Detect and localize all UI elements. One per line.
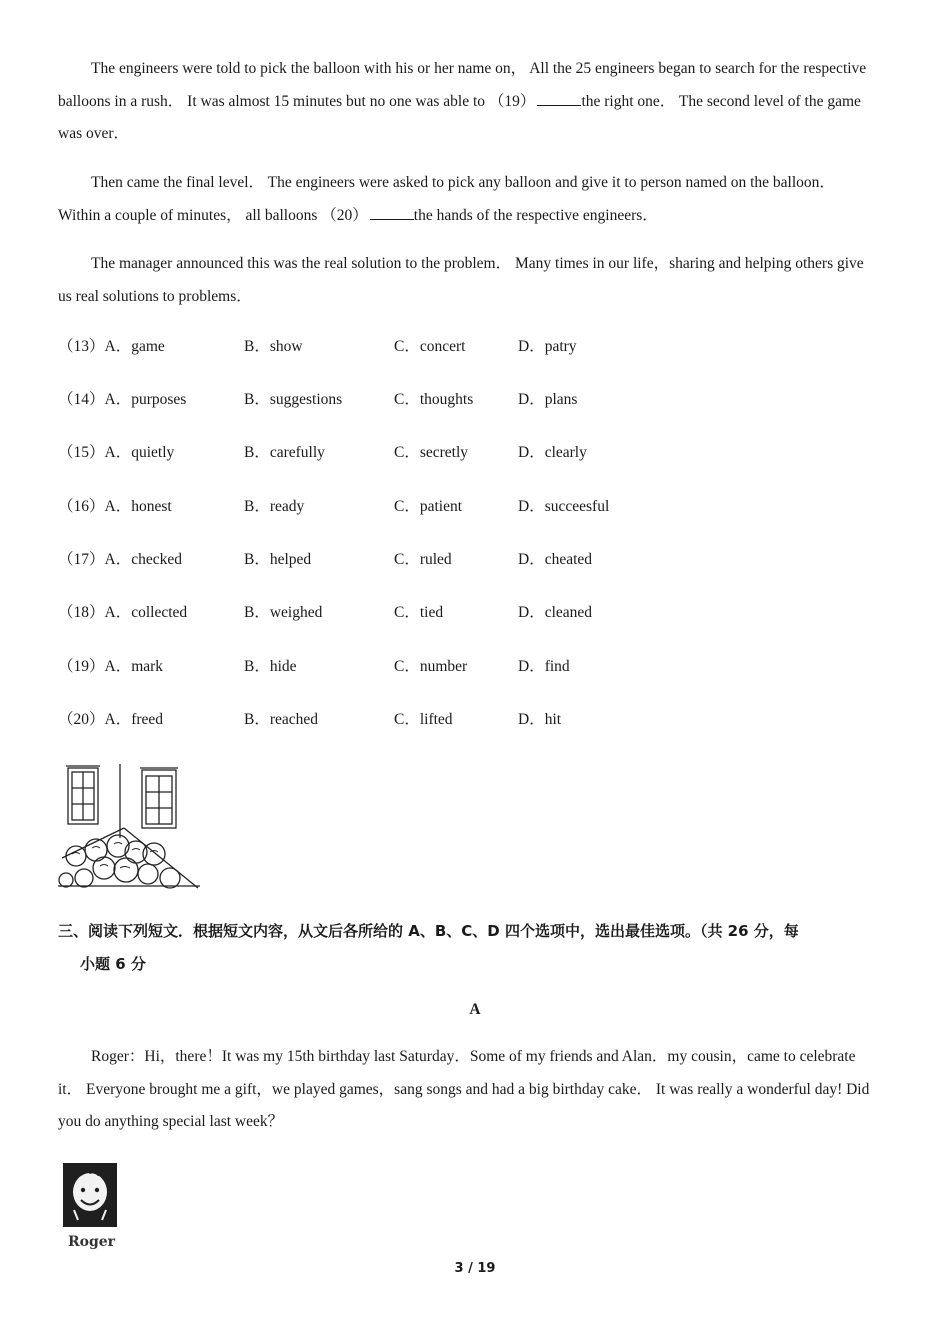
option-d: D．find (518, 658, 570, 675)
option-c: C．thoughts (394, 391, 474, 408)
option-d: D．clearly (518, 444, 587, 461)
roger-paragraph: Roger：Hi，there！It was my 15th birthday last Saturday．Some of my friends and Alan．my cousin，came to celebrate it． Everyone brought me a gift，we played games，sang songs and had a big birthday cake． It was really a wonderful day! Did you do anything special last week？ (58, 1048, 870, 1130)
paragraph-2-text-b: the hands of the respective engineers． (413, 206, 658, 224)
answer-blank-20 (370, 205, 414, 220)
option-a: （17）A．checked (58, 551, 182, 568)
option-a: （14）A．purposes (58, 391, 187, 408)
option-d: D．hit (518, 711, 562, 728)
passage-a-heading: A (469, 1001, 481, 1018)
option-b: B．weighed (244, 604, 323, 621)
paragraph-1-text-a: The engineers were told to pick the balloon with his or her name on， All the 25 engineers began to search for the respective balloons in a rush． It was almost 15 minutes but no one was able to （19） (58, 60, 867, 110)
option-d: D．succeesful (518, 498, 610, 515)
option-b: B．carefully (244, 444, 325, 461)
section-3-line-2: 小题 6 分 (80, 955, 146, 973)
paragraph-1-text-b: the right one． The second level of the game was over． (58, 92, 861, 142)
option-c: C．number (394, 658, 468, 675)
option-row-17 (58, 548, 758, 572)
option-row-14 (58, 388, 758, 412)
passage-paragraph-1 (58, 53, 880, 151)
option-d: D．cheated (518, 551, 593, 568)
option-b: B．hide (244, 658, 297, 675)
option-c: C．patient (394, 498, 463, 515)
option-row-19 (58, 655, 758, 679)
option-a: （16）A．honest (58, 498, 172, 515)
option-b: B．show (244, 338, 303, 355)
option-c: C．concert (394, 338, 466, 355)
option-a: （19）A．mark (58, 658, 164, 675)
option-row-18 (58, 601, 758, 625)
option-c: C．lifted (394, 711, 453, 728)
option-b: B．ready (244, 498, 305, 515)
option-row-20 (58, 708, 758, 732)
option-a: （15）A．quietly (58, 444, 175, 461)
option-c: C．ruled (394, 551, 452, 568)
passage-paragraph-2 (58, 167, 880, 232)
option-d: D．plans (518, 391, 578, 408)
option-a: （13）A．game (58, 338, 165, 355)
page-number: 3 / 19 (454, 1261, 496, 1276)
option-d: D．patry (518, 338, 577, 355)
option-b: B．helped (244, 551, 312, 568)
option-b: B．reached (244, 711, 319, 728)
option-a: （20）A．freed (58, 711, 164, 728)
option-c: C．tied (394, 604, 444, 621)
option-row-13 (58, 335, 758, 359)
passage-paragraph-3: The manager announced this was the real solution to the problem． Many times in our life，sharing and helping others give us real solutions to problems． (58, 255, 864, 305)
roger-caption: Roger (68, 1234, 116, 1250)
balloons-room-illustration (58, 762, 204, 892)
answer-blank-19 (537, 91, 581, 106)
roger-portrait (62, 1162, 118, 1230)
option-row-15 (58, 441, 758, 465)
option-a: （18）A．collected (58, 604, 188, 621)
section-3-instructions (58, 915, 888, 981)
option-row-16 (58, 495, 758, 519)
option-c: C．secretly (394, 444, 469, 461)
paragraph-2-text-a: Then came the final level． The engineers were asked to pick any balloon and give it to person named on the balloon． Within a couple of minutes， all balloons （20） (58, 174, 835, 224)
option-b: B．suggestions (244, 391, 343, 408)
section-3-line-1: 三、阅读下列短文．根据短文内容，从文后各所给的 A、B、C、D 四个选项中，选出最佳选项。（共 26 分，每 (58, 922, 799, 940)
option-d: D．cleaned (518, 604, 593, 621)
